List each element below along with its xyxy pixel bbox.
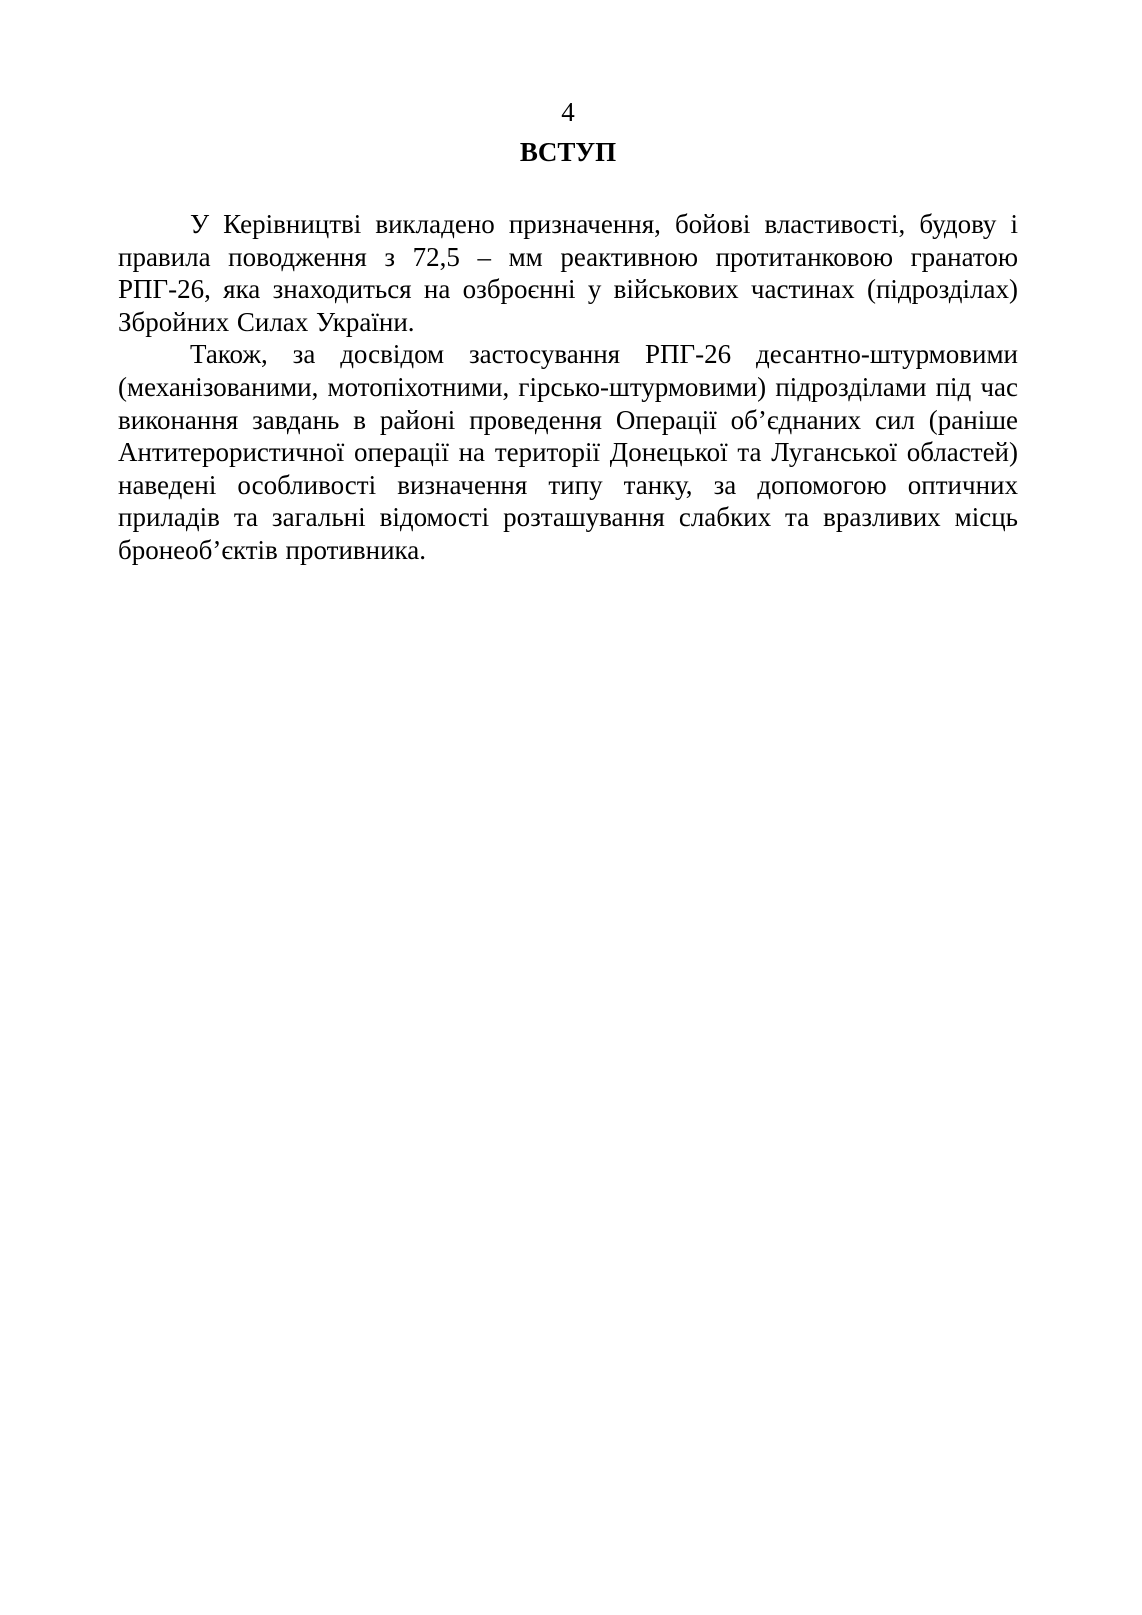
- body-paragraph: Також, за досвідом застосування РПГ-26 десантно-штурмовими (механізованими, мотопіхотними, гірсько-штурмовими) підрозділами під час виконання завдань в районі проведення Операції об’єднаних сил (раніше Антитерористичної операції на території Донецької та Луганської областей) наведені особливості визначення типу танку, за допомогою оптичних приладів та загальні відомості розташування слабких та вразливих місць бронеоб’єктів противника.: [118, 339, 1018, 565]
- page-number: 4: [561, 97, 575, 127]
- body-paragraph: У Керівництві викладено призначення, бойові властивості, будову і правила поводження з 72,5 – мм реактивною протитанковою гранатою РПГ-26, яка знаходиться на озброєнні у військових частинах (підрозділах) Збройних Силах України.: [118, 209, 1018, 337]
- page-content: [118, 96, 1018, 567]
- section-heading: ВСТУП: [519, 137, 617, 167]
